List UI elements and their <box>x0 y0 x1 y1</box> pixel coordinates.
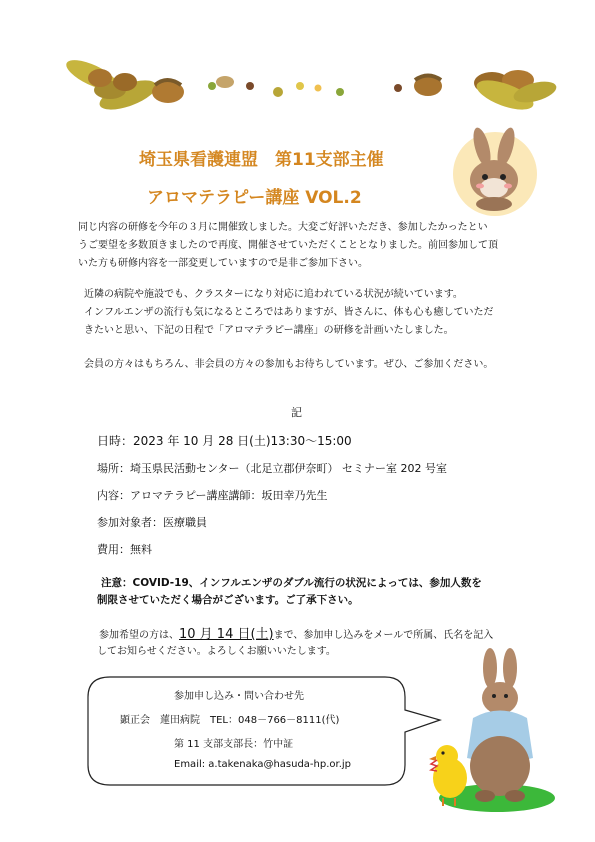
page-title: 埼玉県看護連盟 第11支部主催 <box>139 150 384 170</box>
event-date: 日時：2023 年 10 月 28 日(土)13:30～15:00 <box>97 434 352 448</box>
intro-paragraph-1: 同じ内容の研修を今年の３月に開催致しました。大変ご好評いただき、参加したかったとい うご要望を多数頂きましたので再度、開催させていただくこととなりました。前回参加して頂 いた方も研修内容を一部変更していますので是非ご参加下さい。 <box>78 222 498 269</box>
details-heading: 記 <box>291 406 302 419</box>
event-fee: 費用：無料 <box>97 543 152 556</box>
intro-paragraph-2: 近隣の病院や施設でも、クラスターになり対応に追われている状況が続いています。 インフルエンザの流行も気になるところではありますが、皆さんに、体も心も癒していただ きたいと思い、下記の日程で「アロマテラピー講座」の研修を計画いたしました。 <box>84 289 494 336</box>
apply-line-1 <box>99 623 493 642</box>
contact-title: 参加申し込み・問い合わせ先 <box>174 691 304 702</box>
apply-suffix: まで、参加申し込みをメールで所属、氏名を記入 <box>273 630 494 641</box>
event-target: 参加対象者：医療職員 <box>97 516 207 529</box>
contact-person: 第 11 支部支部長：竹中証 <box>174 739 294 750</box>
contact-org: 顕正会 蓮田病院 TEL：048－766－8111(代) <box>120 715 340 726</box>
rabbit-chick-illustration <box>425 648 565 818</box>
page-subtitle: アロマテラピー講座 VOL.2 <box>147 188 362 208</box>
notice-line-2: 制限させていただく場合がございます。ご了承下さい。 <box>97 594 359 606</box>
apply-deadline: 10 月 14 日(土) <box>179 627 274 642</box>
contact-email[interactable]: Email: a.takenaka@hasuda-hp.or.jp <box>174 759 352 770</box>
acorn-icon <box>88 69 534 103</box>
notice-line-1: 注意：COVID-19、インフルエンザのダブル流行の状況によっては、参加人数を <box>101 577 482 589</box>
rabbit-portrait-icon <box>440 122 550 222</box>
acorn-leaf-decoration <box>0 0 595 130</box>
intro-paragraph-3: 会員の方々はもちろん、非会員の方々の参加もお待ちしています。ぜひ、ご参加ください。 <box>84 359 494 370</box>
apply-prefix: 参加希望の方は、 <box>99 630 179 641</box>
left-leaf-icon <box>62 54 160 115</box>
event-place: 場所：埼玉県民活動センター（北足立郡伊奈町） セミナー室 202 号室 <box>97 462 448 475</box>
apply-line-2: してお知らせください。よろしくお願いいたします。 <box>97 646 336 657</box>
event-content: 内容：アロマテラピー講座講師：坂田幸乃先生 <box>97 489 328 502</box>
